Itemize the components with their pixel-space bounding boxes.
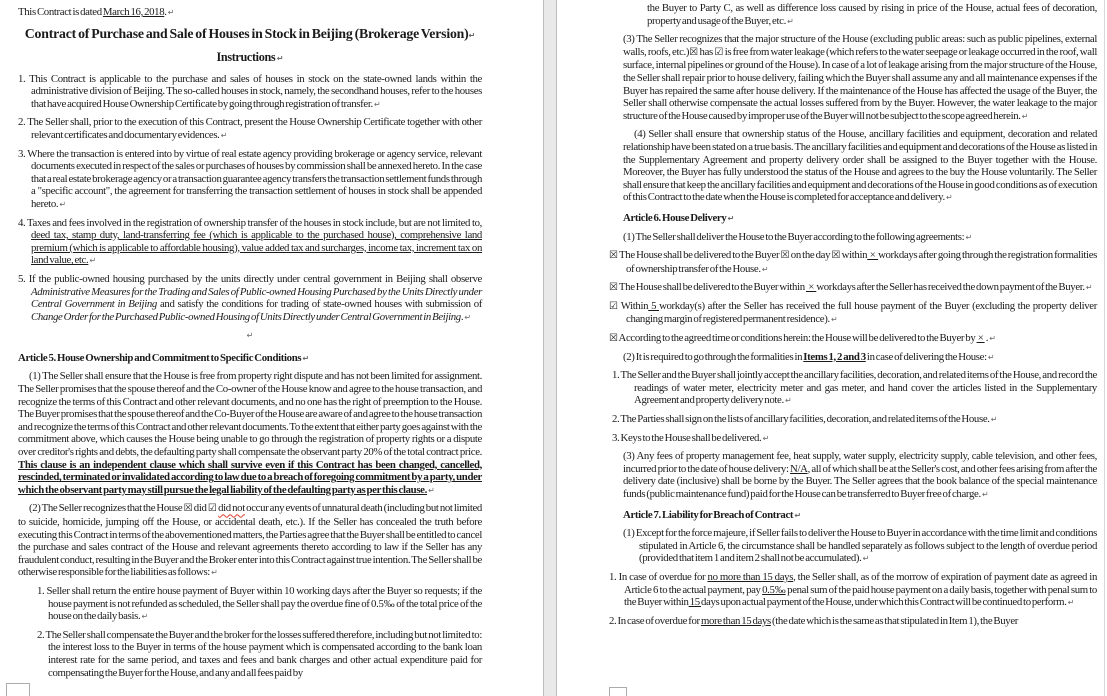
text-run: deed tax, stamp duty, land-transferring fee (which is applicable to the purchased house), comprehensive land premium (which is applicable to affordable housing), value added tax and surcharges, income tax, increment tax on land value, etc. <box>31 229 482 267</box>
pilcrow-mark: ↵ <box>981 490 989 499</box>
checkbox-checked-icon[interactable]: ☑ <box>207 503 217 515</box>
text-run: on the day <box>789 249 832 262</box>
article5-sub-item-1 <box>37 585 482 624</box>
pilcrow-mark: ↵ <box>794 510 802 520</box>
article-5-heading <box>18 352 482 366</box>
text-run: Items 1, 2 and 3 <box>803 350 866 363</box>
text-run: more than 15 days <box>700 614 771 627</box>
pilcrow-mark: ↵ <box>468 30 476 40</box>
article-7-heading <box>623 509 1097 523</box>
text-run: × <box>976 332 985 345</box>
text-run: , the Seller shall, as of the morrow of expiration of payment date as agreed in Article 6 to the actual payment, pay <box>624 570 1097 596</box>
instruction-item-2 <box>18 116 482 142</box>
pilcrow-mark: ↵ <box>965 232 973 242</box>
checkbox-crossed-icon[interactable]: ☒ <box>689 46 699 58</box>
margin-crop-mark <box>609 687 627 696</box>
text-run: 4. Taxes and fees involved in the registration of ownership transfer of the houses in stock include, but are not limited to, <box>18 216 482 229</box>
text-run: penal sum of the paid house payment on a daily basis, together with penal sum to the Buyer within <box>624 583 1097 609</box>
pilcrow-mark: ↵ <box>373 99 381 109</box>
text-run: in case of delivering the House: <box>865 350 988 363</box>
text-run: 0.5‰ <box>762 583 786 596</box>
text-run: . <box>164 6 168 18</box>
text-run: 1. Seller shall return the entire house payment of Buyer within 10 working days after the Buyer so requests; if the house payment is not refunded as scheduled, the Seller shall pay the overdue fine of 0.5‰ of the total price of the house on the daily basis. <box>37 584 482 623</box>
text-run: workday(s) after the Seller has received the full house payment of the Buyer (excluding the property deliver changing margin of registered permanent residence). <box>626 299 1097 326</box>
delivery-step-2 <box>612 413 1097 427</box>
pilcrow-mark: ↵ <box>89 256 97 266</box>
text-run: (1) The Seller shall deliver the House to the Buyer according to the following agreements: <box>623 230 966 243</box>
checkbox-checked-icon[interactable]: ☑ <box>714 46 724 58</box>
instruction-item-3 <box>18 148 482 212</box>
text-run: 2. The Seller shall compensate the Buyer and the broker for the losses suffered therefore, including but not limited to: the interest loss to the Buyer in terms of the house payment which is compensated according to the bank loan interest rate for the same period, and taxes and fees and bank charges and other actual expenditure paid for compensating the Buyer for the House, and any and all fees paid by <box>37 628 482 679</box>
delivery-option-4 <box>609 332 1097 346</box>
text-run: This Contract is dated <box>18 6 103 18</box>
checkbox-crossed-icon[interactable]: ☒ <box>780 250 790 262</box>
text-run: Within <box>617 299 649 312</box>
pilcrow-mark: ↵ <box>220 130 228 140</box>
text-run: and satisfy the conditions for trading of state-owned houses with submission of <box>156 298 483 311</box>
text-run: 2. The Parties shall sign on the lists of ancillary facilities, decoration, and related items of the House. <box>612 413 991 426</box>
text-run: Administrative Measures for the Trading and Sales of Public-owned Housing Purchased by the Units Directly under Central Government in Beijing <box>31 285 482 311</box>
text-run: Article 6. House Delivery <box>623 211 728 224</box>
checkbox-crossed-icon[interactable]: ☒ <box>831 250 841 262</box>
text-run: (3) Any fees of property management fee, heat supply, water supply, electricity supply, cable television, and other fees, incurred prior to the date of house delivery: <box>623 450 1097 475</box>
text-run: has <box>698 45 715 58</box>
instruction-item-5 <box>18 273 482 324</box>
pilcrow-mark: ↵ <box>141 612 149 622</box>
pilcrow-mark: ↵ <box>428 485 435 495</box>
text-run: no more than 15 days <box>707 570 794 583</box>
text-run: . <box>984 332 990 345</box>
pilcrow-mark: ↵ <box>1085 283 1093 293</box>
article6-para-1 <box>623 231 1097 245</box>
document-title <box>18 25 482 44</box>
pilcrow-mark: ↵ <box>761 264 769 274</box>
margin-crop-mark <box>6 683 30 696</box>
delivery-option-3 <box>609 300 1097 327</box>
text-run: 3. Keys to the House shall be delivered. <box>612 431 763 444</box>
checkbox-crossed-icon[interactable]: ☒ <box>183 503 193 515</box>
text-run: Change Order for the Purchased Public-owned Housing of Units Directly under Central Government in Beijing <box>31 310 461 323</box>
pilcrow-mark: ↵ <box>1067 598 1075 608</box>
pilcrow-mark: ↵ <box>989 334 996 344</box>
text-run: 5 <box>648 299 660 312</box>
article6-para-3 <box>623 450 1097 501</box>
text-run: did <box>192 502 208 515</box>
text-run: 2. The Seller shall, prior to the execution of this Contract, present the House Ownership Certificate together with other relevant certificates and documentary evidences. <box>18 116 482 141</box>
pilcrow-mark: ↵ <box>167 8 175 17</box>
article6-para-2 <box>623 351 1097 365</box>
overdue-item-1 <box>609 571 1097 610</box>
overdue-item-2 <box>609 615 1097 628</box>
checkbox-crossed-icon[interactable]: ☒ <box>609 250 618 262</box>
text-run: , all of which shall be at the Seller's cost, and other fees arising from after the delivery date (inclusive) shall be borne by the Buyer. The Seller agrees that the book balance of the special maintenance funds (public maintenance fund) paid for the House can be transferred to Buyer free of charge. <box>623 462 1097 500</box>
text-run: The House shall be delivered to the Buyer <box>617 249 781 262</box>
text-run: × <box>867 249 879 262</box>
text-run: 2. In case of overdue for <box>609 614 701 627</box>
text-run: (4) Seller shall ensure that ownership status of the House, ancillary facilities and equipment, decoration and related relationship have been stated on a true basis. The ancillary facilities and equipment and decorations of the House as listed in the Supplementary Agreement and property delivery order shall be assigned to the Buyer together with the House. Moreover, the Buyer has fully understood the status of the House and agrees to the buy the House voluntarily. The Seller shall ensure that keep the ancillary facilities and equipment and decorations of the House in good conditions as of execution of this Contract to the date when the House is completed for acceptance and delivery. <box>623 128 1097 204</box>
article5-para-1 <box>18 370 482 497</box>
text-run: (1) The Seller shall ensure that the House is free from property right dispute and has not been limited for assignment. The Seller promises that the spouse thereof and the Co-owner of the House know and agree to the house transaction, and recognize the terms of this Contract and other relevant documents, and no one has the right of preemption to the House. The Buyer promises that the spouse thereof and the Co-Buyer of the House are aware of and agree to the house transaction and recognize the terms of this Contract and other relevant documents. To the extent that either party goes against with the commitment above, which causes the House being unable to go through the registration of property rights or a dispute over creditor's rights and debts, the defaulting party shall compensate the observant party 20% of the total contract price. <box>18 370 482 459</box>
text-run: is free from water leakage (which refers to the water seepage or leakage occurred in the roof, wall surface, internal pipelines or ground of the House). In case of a lot of leakage arising from the major structure of the House, the Seller shall repair prior to house delivery, failing which the Buyer shall assume any and all maintenance expenses if the Buyer has repaired the same after house delivery. If the maintenance of the House has affected the usage of the Buyer, the Seller shall otherwise compensate the actual losses suffered from by the Buyer. However, the water leakage to the major structure of the House caused by improper use of the Buyer will not be subject to the scope agreed herein. <box>623 45 1097 122</box>
pilcrow-mark: ↵ <box>945 193 953 203</box>
text-run: days upon actual payment of the House, under which this Contract will be continued to perform. <box>700 596 1068 609</box>
article5-para-4 <box>623 128 1097 205</box>
text-run: March 16, 2018 <box>102 6 165 18</box>
instruction-item-1 <box>18 73 482 112</box>
pilcrow-mark: ↵ <box>787 16 794 26</box>
pilcrow-mark: ↵ <box>302 353 310 363</box>
article5-sub-item-2 <box>37 629 482 679</box>
pilcrow-mark: ↵ <box>830 315 838 325</box>
article5-para-3 <box>623 33 1097 123</box>
page-left[interactable] <box>0 0 543 696</box>
article5-para-2 <box>18 502 482 580</box>
checkbox-checked-icon[interactable]: ☑ <box>609 300 618 312</box>
text-run: 5. If the public-owned housing purchased by the units directly under central government in Beijing shall observe <box>18 272 482 285</box>
pilcrow-mark: ↵ <box>727 213 735 223</box>
text-run: The House shall be delivered to the Buyer within <box>617 281 806 294</box>
text-run: within <box>840 249 868 262</box>
pilcrow-mark: ↵ <box>785 396 792 406</box>
checkbox-crossed-icon[interactable]: ☒ <box>609 333 618 345</box>
pilcrow-mark: ↵ <box>990 415 998 425</box>
article-6-heading <box>623 212 1097 226</box>
pilcrow-mark: ↵ <box>464 312 472 322</box>
text-run: 1. The Seller and the Buyer shall jointly accept the ancillary facilities, decoration, and related items of the House, and record the readings of water meter, electricity meter and gas meter, and hand cover the articles listed in the Supplementary Agreement and property delivery note. <box>612 369 1097 407</box>
text-run: This clause is an independent clause which shall survive even if this Contract has been changed, cancelled, rescinded, terminated or invalidated according to law due to a breach of foregoing commitment by a party, under which the observant party may still pursue the legal liability of the defaulting party as per this clause. <box>18 458 482 496</box>
instruction-item-4 <box>18 217 482 268</box>
pilcrow-mark: ↵ <box>1021 111 1029 121</box>
text-run: 3. Where the transaction is entered into by virtue of real estate agency providing brokerage or agency service, relevant documents executed in respect of the sales or purchases of houses by commission shall be annexed hereto. In the case that a real estate brokerage agency or a transaction guarantee agency transfers the transaction settlement funds through a "specific account", the agreement for transferring the transaction settlement of houses in stock shall be appended hereto. <box>18 147 482 210</box>
text-run: (1) Except for the force majeure, if Seller fails to deliver the House to Buyer in accordance with the time limit and conditions stipulated in Article 6, the circumstance shall be handled separately as follows subject to the length of overdue period (provided that item 1 and item 2 shall not be accumulated). <box>623 527 1097 565</box>
page-edge-line <box>1104 0 1105 696</box>
delivery-option-1 <box>609 249 1097 276</box>
text-run: . <box>460 310 465 323</box>
text-run: (the date which is the same as that stipulated in Item 1), the Buyer <box>770 614 1019 627</box>
page-gutter <box>543 0 557 696</box>
text-run: N/A <box>790 462 808 475</box>
pilcrow-mark: ↵ <box>276 53 284 63</box>
contract-date-line <box>18 6 482 20</box>
delivery-step-1 <box>612 369 1097 408</box>
delivery-option-2 <box>609 281 1097 295</box>
text-run: did not <box>218 502 245 515</box>
pilcrow-mark: ↵ <box>987 352 995 362</box>
text-run: (2) It is required to go through the formalities in <box>623 350 804 363</box>
page-right-content <box>609 2 1097 632</box>
pilcrow-mark: ↵ <box>762 433 770 443</box>
pilcrow-mark: ↵ <box>862 554 870 564</box>
continuation-para <box>647 2 1097 28</box>
text-run: occur any events of unnatural death (including but not limited to suicide, homicide, jumping off the House, or accidental death, etc.). If the Seller has concealed the truth before executing this Contract in terms of the abovementioned matters, the Parties agree that the Buyer shall be entitled to cancel the purchase and sales contract of the House and relevant agreements thereto according to law if the Seller has any fraudulent conduct, resulting in the Buyer and the Broker enter into this Contract against true intention. The Seller shall be otherwise responsible for the liabilities as follows: <box>18 502 482 579</box>
page-right[interactable] <box>557 0 1107 696</box>
text-run: Instructions <box>216 49 277 64</box>
text-run: Article 5. House Ownership and Commitment to Specific Conditions <box>18 351 303 364</box>
text-run: 1. This Contract is applicable to the purchase and sales of houses in stock on the state-owned lands within the administrative division of Beijing. The so-called houses in stock, namely, the secondhand houses, refer to the houses that have acquired House Ownership Certificate by going through registration of transfer. <box>18 72 482 110</box>
text-run: workdays after the Seller has received the down payment of the Buyer. <box>816 281 1086 294</box>
text-run: According to the agreed time or conditions herein: the House will be delivered to the Buyer by <box>617 332 977 345</box>
checkbox-crossed-icon[interactable]: ☒ <box>609 282 618 294</box>
pilcrow-mark: ↵ <box>59 199 67 209</box>
page-left-content <box>18 6 482 684</box>
text-run: Article 7. Liability for Breach of Contract <box>623 508 795 521</box>
text-run: (2) The Seller recognizes that the House <box>29 502 184 515</box>
text-run: (3) The Seller recognizes that the major structure of the House (excluding public areas: such as public pipelines, external walls, roofs, etc.) <box>623 33 1097 58</box>
text-run: 1. In case of overdue for <box>609 570 708 583</box>
text-run: Contract of Purchase and Sale of Houses in Stock in Beijing (Brokerage Version) <box>24 25 469 41</box>
text-run: the Buyer to Party C, as well as difference loss caused by rising in price of the House, actual fees of decoration, property and usage of the Buyer, etc. <box>647 2 1097 27</box>
pilcrow-mark: ↵ <box>211 568 218 578</box>
text-run: 15 <box>688 596 701 609</box>
delivery-step-3 <box>612 432 1097 446</box>
text-run: × <box>805 281 817 294</box>
article7-para-1 <box>623 527 1097 566</box>
blank-paragraph <box>18 329 482 343</box>
pilcrow-mark: ↵ <box>246 331 254 341</box>
instructions-heading <box>18 50 482 66</box>
text-run: workdays after going through the registration formalities of ownership transfer of the House. <box>626 249 1097 275</box>
